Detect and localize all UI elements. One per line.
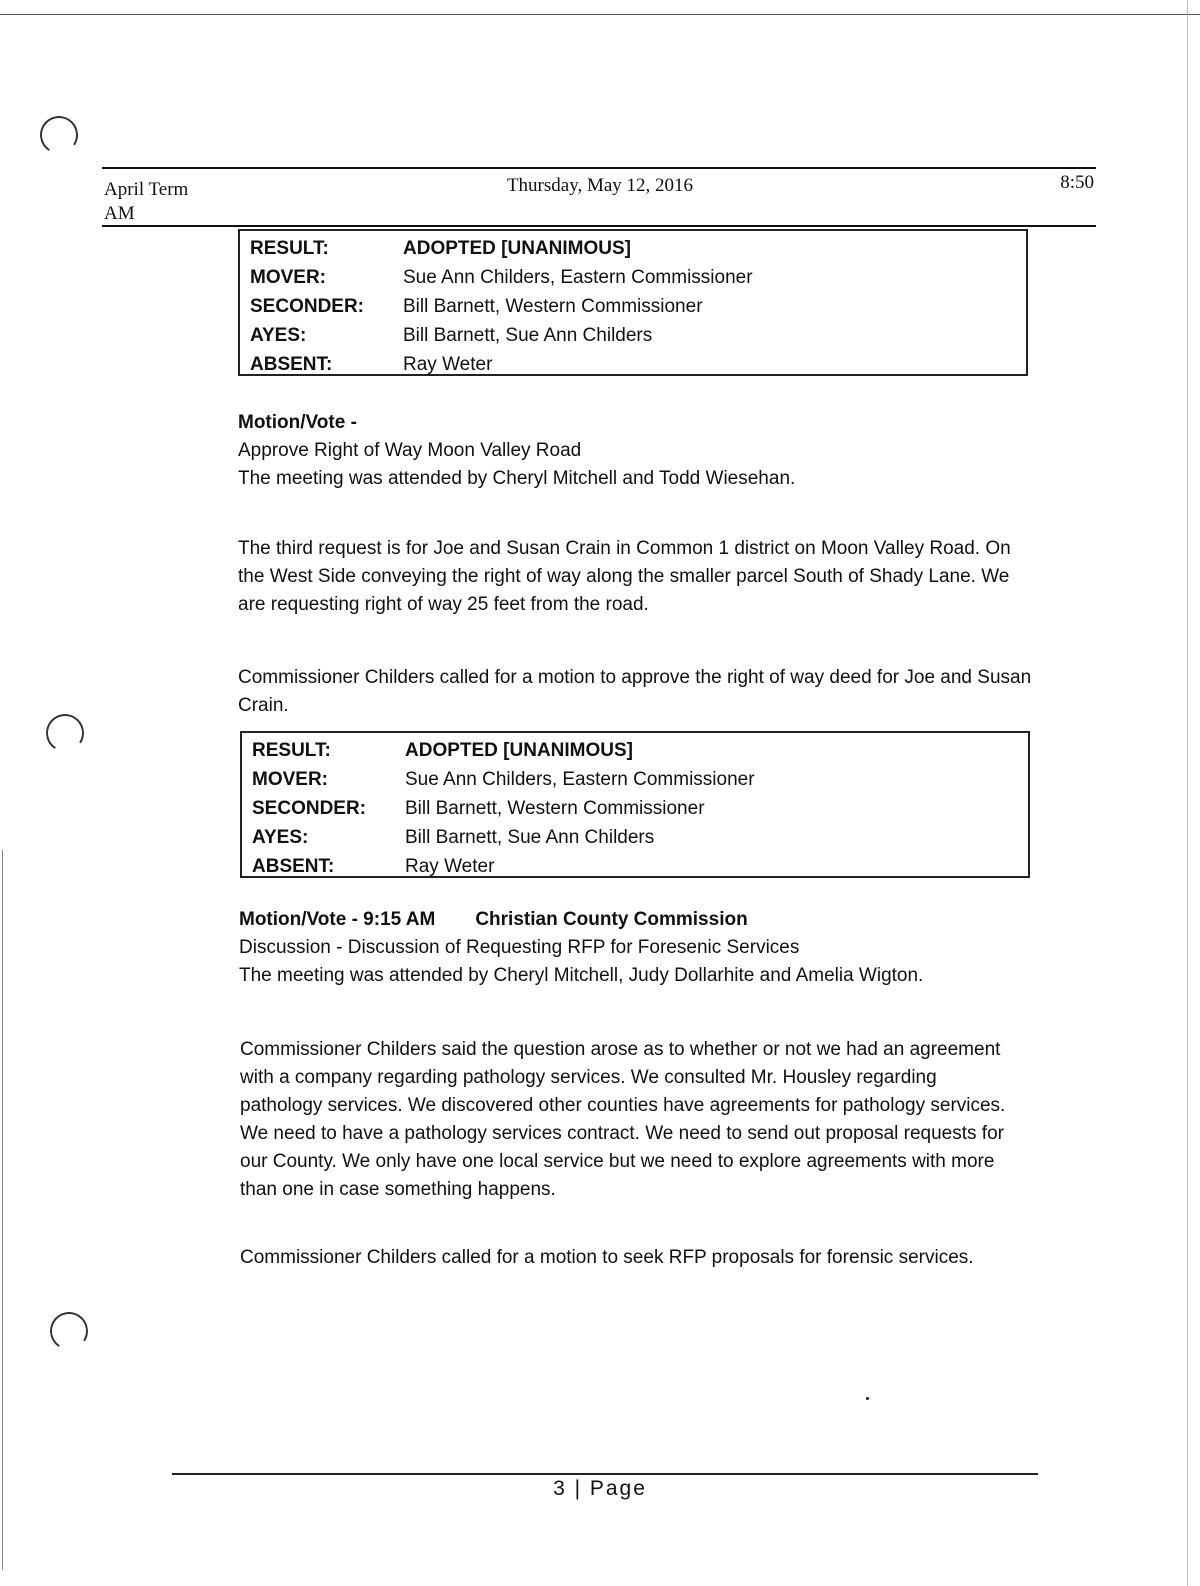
vote-label: MOVER: [250, 266, 326, 288]
scan-speck [866, 1397, 869, 1400]
vote-value: Bill Barnett, Sue Ann Childers [405, 826, 655, 848]
vote-value: Ray Weter [403, 353, 493, 375]
motion-heading-line [239, 906, 1039, 934]
motion-title: Approve Right of Way Moon Valley Road [238, 440, 582, 461]
motion-2-paragraph-1: Commissioner Childers said the question arose as to whether or not we had an agreement with a company regarding pathology services. We consulted Mr. Housley regarding pathology services. We discovered other counties have agreements for pathology services. We need to have a pathology services contract. We need to send out proposal requests for our County. We only have one local service but we need to explore agreements with more than one in case something happens. [240, 1039, 1006, 1200]
punch-hole-top [36, 112, 81, 157]
header-time: 8:50 [1060, 172, 1094, 193]
vote-table-2 [240, 731, 1030, 878]
vote-row-ayes [240, 321, 1026, 350]
vote-label: RESULT: [252, 739, 331, 761]
header-term-line1: April Term [104, 179, 189, 200]
motion-attendance: The meeting was attended by Cheryl Mitchell and Todd Wiesehan. [238, 468, 796, 489]
vote-label: ABSENT: [250, 353, 333, 375]
motion-2-paragraph-2: Commissioner Childers called for a motion to seek RFP proposals for forensic services. [240, 1247, 974, 1268]
scan-edge-left [2, 850, 3, 1570]
motion-1-paragraph-1: The third request is for Joe and Susan Crain in Common 1 district on Moon Valley Road. On the West Side conveying the right of way along the smaller parcel South of Shady Lane. We are requesting right of way 25 feet from the road. [238, 538, 1011, 615]
vote-value: Sue Ann Childers, Eastern Commissioner [403, 266, 753, 288]
vote-value: Sue Ann Childers, Eastern Commissioner [405, 768, 755, 790]
vote-row-result [240, 234, 1026, 263]
vote-value: ADOPTED [UNANIMOUS] [403, 237, 631, 259]
vote-value: Bill Barnett, Western Commissioner [403, 295, 703, 317]
vote-row-absent [240, 350, 1026, 379]
vote-value: Bill Barnett, Western Commissioner [405, 797, 705, 819]
motion-body-name: Christian County Commission [475, 909, 748, 930]
motion-2 [239, 906, 1039, 990]
punch-hole-bottom [46, 1308, 91, 1353]
vote-label: MOVER: [252, 768, 328, 790]
header-rule-bottom [102, 225, 1096, 227]
vote-label: RESULT: [250, 237, 329, 259]
footer-rule [172, 1473, 1038, 1475]
motion-heading: Motion/Vote - 9:15 AM [239, 909, 436, 930]
vote-row-seconder [242, 794, 1028, 823]
vote-label: ABSENT: [252, 855, 335, 877]
vote-row-result [242, 736, 1028, 765]
header-date: Thursday, May 12, 2016 [506, 175, 694, 196]
motion-attendance: The meeting was attended by Cheryl Mitchell, Judy Dollarhite and Amelia Wigton. [239, 965, 924, 986]
scan-edge-top [0, 14, 1200, 15]
vote-value: Ray Weter [405, 855, 495, 877]
punch-hole-middle [42, 710, 87, 755]
vote-label: AYES: [250, 324, 307, 346]
footer-page-number: 3 | Page [553, 1477, 647, 1500]
vote-value: ADOPTED [UNANIMOUS] [405, 739, 633, 761]
vote-row-seconder [240, 292, 1026, 321]
motion-1 [238, 409, 1038, 493]
vote-row-mover [240, 263, 1026, 292]
vote-label: AYES: [252, 826, 309, 848]
motion-discussion: Discussion - Discussion of Requesting RFP for Foresenic Services [239, 937, 800, 958]
vote-value: Bill Barnett, Sue Ann Childers [403, 324, 653, 346]
motion-1-paragraph-2: Commissioner Childers called for a motion to approve the right of way deed for Joe and Susan Crain. [238, 667, 1032, 716]
vote-table-1 [238, 229, 1028, 376]
header-rule-top [102, 167, 1096, 169]
scan-edge-right [1187, 0, 1188, 1586]
vote-row-ayes [242, 823, 1028, 852]
header-term-line2: AM [104, 203, 135, 224]
vote-row-mover [242, 765, 1028, 794]
vote-label: SECONDER: [250, 295, 365, 317]
vote-label: SECONDER: [252, 797, 367, 819]
vote-row-absent [242, 852, 1028, 881]
motion-heading: Motion/Vote - [238, 412, 357, 433]
